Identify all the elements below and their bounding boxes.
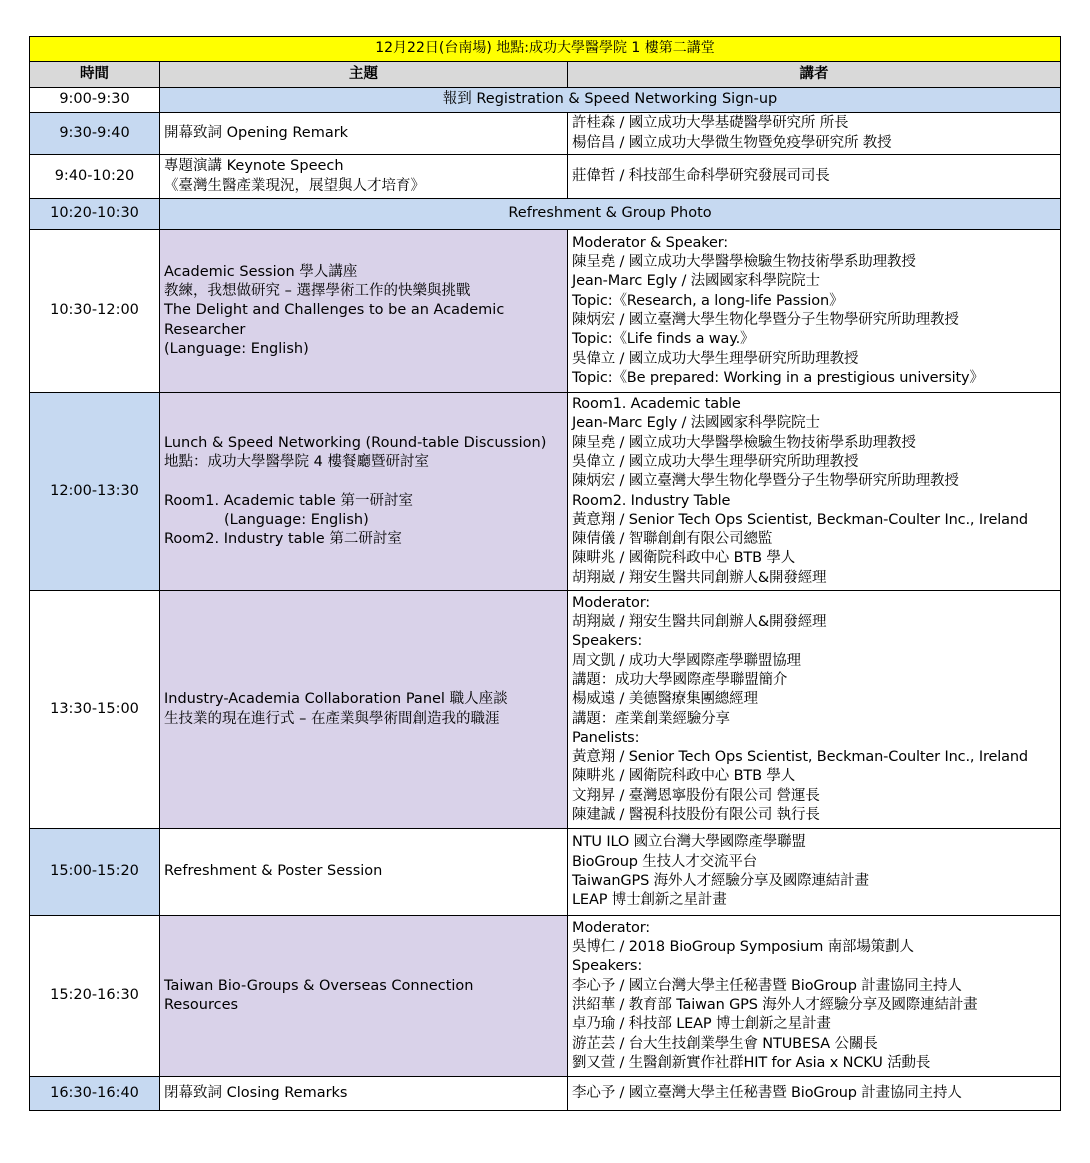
span-cell: 報到 Registration & Speed Networking Sign-up (160, 88, 1061, 113)
topic-line: Academic Session 學人講座 (164, 263, 358, 280)
topic-line: 閉幕致詞 Closing Remarks (164, 1084, 348, 1101)
time-cell: 15:00-15:20 (30, 829, 160, 916)
header-topic: 主題 (160, 62, 568, 88)
topic-cell (160, 916, 568, 1077)
header-time: 時間 (30, 62, 160, 88)
speaker-line: 陳炳宏 / 國立臺灣大學生物化學暨分子生物學研究所助理教授 (572, 473, 959, 490)
topic-cell (160, 591, 568, 829)
speaker-line: 李心予 / 國立臺灣大學主任秘書暨 BioGroup 計畫協同主持人 (572, 1084, 962, 1101)
speaker-line: 文翔昇 / 臺灣恩寧股份有限公司 營運長 (572, 787, 820, 804)
speaker-cell (568, 230, 1061, 393)
topic-cell (160, 113, 568, 155)
speaker-line: 吳偉立 / 國立成功大學生理學研究所助理教授 (572, 350, 859, 367)
speaker-line: 吳偉立 / 國立成功大學生理學研究所助理教授 (572, 453, 859, 470)
time-cell: 10:20-10:30 (30, 199, 160, 230)
speaker-line: Speakers: (572, 633, 643, 650)
topic-line: Resources (164, 997, 239, 1013)
speaker-line: 吳博仁 / 2018 BioGroup Symposium 南部場策劃人 (572, 939, 914, 956)
speaker-line: 胡翔崴 / 翔安生醫共同創辦人&開發經理 (572, 614, 827, 631)
speaker-line: 黃意翔 / Senior Tech Ops Scientist, Beckman-Coulter Inc., Ireland (572, 511, 1028, 528)
speaker-cell (568, 393, 1061, 591)
topic-cell (160, 155, 568, 199)
speaker-line: 游芷芸 / 台大生技創業學生會 NTUBESA 公關長 (572, 1035, 878, 1052)
topic-line: 《臺灣生醫產業現況，展望與人才培育》 (164, 177, 425, 194)
table-row (30, 88, 1061, 113)
speaker-cell (568, 1077, 1061, 1111)
speaker-line: 楊威遠 / 美德醫療集團總經理 (572, 691, 758, 708)
speaker-line: 周文凱 / 成功大學國際產學聯盟協理 (572, 652, 801, 669)
speaker-cell (568, 113, 1061, 155)
speaker-line: Room1. Academic table (572, 396, 741, 413)
topic-cell (160, 829, 568, 916)
header-row (30, 62, 1061, 88)
header-speaker: 講者 (568, 62, 1061, 88)
topic-line: 地點：成功大學醫學院 4 樓餐廳暨研討室 (164, 453, 429, 470)
speaker-line: 胡翔崴 / 翔安生醫共同創辦人&開發經理 (572, 569, 827, 586)
speaker-line: 陳呈堯 / 國立成功大學醫學檢驗生物技術學系助理教授 (572, 254, 916, 271)
speaker-cell (568, 916, 1061, 1077)
topic-line: (Language: English) (164, 340, 309, 357)
speaker-line: Panelists: (572, 729, 640, 746)
speaker-line: 李心予 / 國立台灣大學主任秘書暨 BioGroup 計畫協同主持人 (572, 977, 962, 994)
span-cell: Refreshment & Group Photo (160, 199, 1061, 230)
speaker-line: 劉又萱 / 生醫創新實作社群HIT for Asia x NCKU 活動長 (572, 1054, 931, 1071)
topic-line: Researcher (164, 321, 246, 338)
table-row (30, 230, 1061, 393)
topic-line: Lunch & Speed Networking (Round-table Discussion) (164, 434, 547, 451)
time-cell: 12:00-13:30 (30, 393, 160, 591)
speaker-line: Topic:《Life finds a way.》 (572, 331, 755, 348)
speaker-line: Topic:《Research, a long-life Passion》 (572, 292, 844, 309)
topic-line: Refreshment & Poster Session (164, 863, 383, 880)
topic-line: 教練，我想做研究 – 選擇學術工作的快樂與挑戰 (164, 283, 471, 300)
topic-line: Industry-Academia Collaboration Panel 職人座談 (164, 691, 508, 708)
schedule-title: 12月22日(台南場) 地點:成功大學醫學院 1 樓第二講堂 (30, 37, 1061, 62)
time-cell: 15:20-16:30 (30, 916, 160, 1077)
topic-line: The Delight and Challenges to be an Academic (164, 302, 505, 319)
speaker-line: 洪紹華 / 教育部 Taiwan GPS 海外人才經驗分享及國際連結計畫 (572, 997, 978, 1013)
table-row (30, 591, 1061, 829)
table-row (30, 113, 1061, 155)
title-row (30, 37, 1061, 62)
speaker-line: 許桂森 / 國立成功大學基礎醫學研究所 所長 (572, 115, 849, 132)
time-cell: 9:00-9:30 (30, 88, 160, 113)
speaker-line: 莊偉哲 / 科技部生命科學研究發展司司長 (572, 167, 830, 184)
time-cell: 10:30-12:00 (30, 230, 160, 393)
speaker-line: Moderator & Speaker: (572, 234, 729, 251)
topic-cell (160, 1077, 568, 1111)
blank-line (164, 472, 563, 491)
topic-line: Taiwan Bio-Groups & Overseas Connection (164, 977, 474, 994)
topic-line: Room2. Industry table 第二研討室 (164, 531, 402, 548)
speaker-line: 講題：成功大學國際產學聯盟簡介 (572, 671, 788, 688)
speaker-line: 陳呈堯 / 國立成功大學醫學檢驗生物技術學系助理教授 (572, 434, 916, 451)
speaker-line: Moderator: (572, 594, 651, 611)
speaker-line: 黃意翔 / Senior Tech Ops Scientist, Beckman-Coulter Inc., Ireland (572, 749, 1028, 766)
speaker-line: Jean-Marc Egly / 法國國家科學院院士 (572, 273, 820, 290)
table-row (30, 393, 1061, 591)
table-row (30, 1077, 1061, 1111)
topic-line: 開幕致詞 Opening Remark (164, 124, 349, 141)
time-cell: 16:30-16:40 (30, 1077, 160, 1111)
topic-line: 專題演講 Keynote Speech (164, 158, 344, 175)
speaker-cell (568, 829, 1061, 916)
speaker-line: 陳畊兆 / 國衛院科政中心 BTB 學人 (572, 768, 796, 785)
time-cell: 13:30-15:00 (30, 591, 160, 829)
speaker-line: 楊倍昌 / 國立成功大學微生物暨免疫學研究所 教授 (572, 134, 892, 151)
topic-line: (Language: English) (224, 511, 369, 528)
speaker-line: 卓乃瑜 / 科技部 LEAP 博士創新之星計畫 (572, 1016, 831, 1033)
speaker-line: Topic:《Be prepared: Working in a prestigious university》 (572, 369, 984, 386)
schedule-table (29, 36, 1061, 1111)
speaker-line: NTU ILO 國立台灣大學國際產學聯盟 (572, 834, 806, 851)
topic-cell (160, 393, 568, 591)
table-row (30, 829, 1061, 916)
speaker-line: 陳建誠 / 醫視科技股份有限公司 執行長 (572, 806, 820, 823)
speaker-line: Moderator: (572, 919, 651, 936)
speaker-line: BioGroup 生技人才交流平台 (572, 853, 758, 870)
speaker-line: Room2. Industry Table (572, 492, 731, 509)
topic-cell (160, 230, 568, 393)
time-cell: 9:40-10:20 (30, 155, 160, 199)
topic-line: Room1. Academic table 第一研討室 (164, 492, 413, 509)
speaker-line: 陳炳宏 / 國立臺灣大學生物化學暨分子生物學研究所助理教授 (572, 312, 959, 328)
speaker-line: Speakers: (572, 958, 643, 975)
speaker-line: 陳畊兆 / 國衛院科政中心 BTB 學人 (572, 550, 796, 567)
speaker-line: 講題：產業創業經驗分享 (572, 710, 730, 727)
speaker-line: TaiwanGPS 海外人才經驗分享及國際連結計畫 (572, 873, 869, 889)
speaker-line: 陳倩儀 / 智聯創創有限公司總監 (572, 531, 773, 548)
topic-line: 生技業的現在進行式 – 在產業與學術間創造我的職涯 (164, 710, 500, 727)
speaker-line: LEAP 博士創新之星計畫 (572, 892, 727, 909)
time-cell: 9:30-9:40 (30, 113, 160, 155)
table-row (30, 199, 1061, 230)
schedule-sheet (29, 36, 1061, 1111)
speaker-line: Jean-Marc Egly / 法國國家科學院院士 (572, 415, 820, 432)
speaker-cell (568, 591, 1061, 829)
table-row (30, 916, 1061, 1077)
table-row (30, 155, 1061, 199)
speaker-cell (568, 155, 1061, 199)
